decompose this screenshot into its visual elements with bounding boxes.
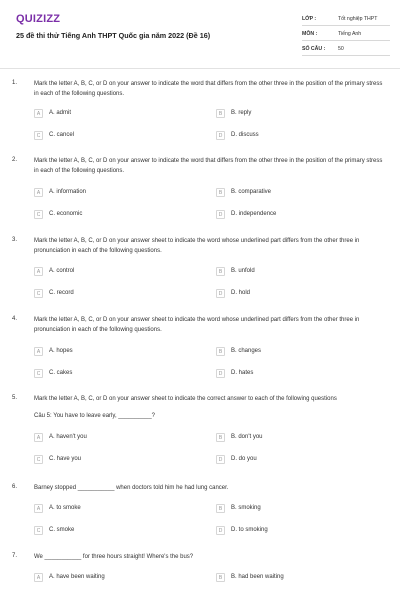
option-letter-box: A: [34, 109, 43, 118]
question-number: 7.: [12, 553, 18, 559]
option-label: B. comparative: [231, 189, 272, 195]
option-letter-box: C: [34, 455, 43, 464]
meta-value: Tốt nghiệp THPT: [338, 16, 378, 22]
meta-divider: [302, 25, 390, 26]
question-number: 5.: [12, 395, 18, 401]
option-letter-box: A: [34, 188, 43, 197]
meta-label: MÔN :: [302, 31, 318, 37]
question-text: Mark the letter A, B, C, or D on your answer sheet to indicate the word whose underlined part differs from the other three in pronunciation in each of the following questions.: [34, 317, 360, 333]
question-number: 6.: [12, 484, 18, 490]
option-letter-box: D: [216, 369, 225, 378]
question-number: 4.: [12, 316, 18, 322]
meta-label: SỐ CÂU :: [302, 46, 326, 52]
option-letter-box: B: [216, 573, 225, 582]
meta-divider: [302, 55, 390, 56]
option-letter-box: B: [216, 267, 225, 276]
option-label: B. changes: [231, 348, 262, 354]
option-letter-box: A: [34, 267, 43, 276]
option-letter-box: C: [34, 369, 43, 378]
option-label: A. have been waiting: [49, 574, 105, 580]
quizizz-logo: QUIZIZZ: [16, 13, 61, 25]
option-letter-box: D: [216, 210, 225, 219]
option-label: B. reply: [231, 110, 252, 116]
option-label: A. haven't you: [49, 434, 87, 440]
option-label: A. to smoke: [49, 505, 81, 511]
question-text: Mark the letter A, B, C, or D on your answer to indicate the word that differs from the other three in the position of the primary stress in each of the following questions.: [34, 158, 383, 174]
option-label: D. do you: [231, 456, 257, 462]
options: [0, 109, 400, 149]
question-number: 3.: [12, 237, 18, 243]
options: [0, 188, 400, 228]
option-label: A. hopes: [49, 348, 73, 354]
option-label: C. smoke: [49, 527, 75, 533]
meta-label: LỚP :: [302, 16, 317, 22]
option-letter-box: B: [216, 347, 225, 356]
option-letter-box: B: [216, 433, 225, 442]
question-text: Mark the letter A, B, C, or D on your answer sheet to indicate the word whose underlined part differs from the other three in pronunciation in each of the following questions.: [34, 238, 360, 254]
question-text: Barney stopped ___________ when doctors told him he had lung cancer.: [34, 485, 229, 491]
question-text: Mark the letter A, B, C, or D on your answer sheet to indicate the correct answer to each of the following questions: [34, 396, 337, 402]
option-letter-box: C: [34, 289, 43, 298]
option-letter-box: B: [216, 504, 225, 513]
option-label: D. independence: [231, 211, 277, 217]
option-letter-box: C: [34, 131, 43, 140]
option-letter-box: D: [216, 526, 225, 535]
header-divider: [0, 68, 400, 69]
question-text: Mark the letter A, B, C, or D on your answer to indicate the word that differs from the other three in the position of the primary stress in each of the following questions.: [34, 81, 383, 97]
options: [0, 504, 400, 544]
option-label: B. unfold: [231, 268, 255, 274]
option-label: C. cancel: [49, 132, 75, 138]
option-letter-box: D: [216, 131, 225, 140]
options: [0, 347, 400, 387]
option-label: A. information: [49, 189, 87, 195]
document-header: [0, 0, 400, 66]
option-letter-box: B: [216, 188, 225, 197]
option-letter-box: A: [34, 347, 43, 356]
option-label: D. hates: [231, 370, 254, 376]
options: [0, 267, 400, 307]
option-letter-box: D: [216, 289, 225, 298]
option-label: A. admit: [49, 110, 72, 116]
option-label: C. have you: [49, 456, 82, 462]
document-title: 25 đề thi thử Tiếng Anh THPT Quốc gia năm 2022 (Đề 16): [16, 31, 211, 40]
question-sub-text: Câu 5: You have to leave early, __________?: [34, 413, 155, 419]
options: [0, 433, 400, 473]
option-letter-box: A: [34, 573, 43, 582]
question-text: We ___________ for three hours straight! Where's the bus?: [34, 554, 194, 560]
meta-divider: [302, 40, 390, 41]
option-label: B. had been waiting: [231, 574, 284, 580]
option-label: C. cakes: [49, 370, 73, 376]
option-label: B. don't you: [231, 434, 263, 440]
option-letter-box: C: [34, 210, 43, 219]
question-number: 2.: [12, 157, 18, 163]
option-label: D. hold: [231, 290, 251, 296]
option-letter-box: D: [216, 455, 225, 464]
meta-value: Tiếng Anh: [338, 31, 362, 37]
option-label: D. to smoking: [231, 527, 268, 533]
option-label: C. record: [49, 290, 74, 296]
option-label: B. smoking: [231, 505, 261, 511]
option-label: C. economic: [49, 211, 83, 217]
option-label: D. discuss: [231, 132, 259, 138]
option-letter-box: B: [216, 109, 225, 118]
option-letter-box: A: [34, 504, 43, 513]
option-letter-box: C: [34, 526, 43, 535]
question-number: 1.: [12, 80, 18, 86]
option-letter-box: A: [34, 433, 43, 442]
meta-value: 50: [338, 46, 344, 52]
option-label: A. control: [49, 268, 75, 274]
options: [0, 573, 400, 600]
